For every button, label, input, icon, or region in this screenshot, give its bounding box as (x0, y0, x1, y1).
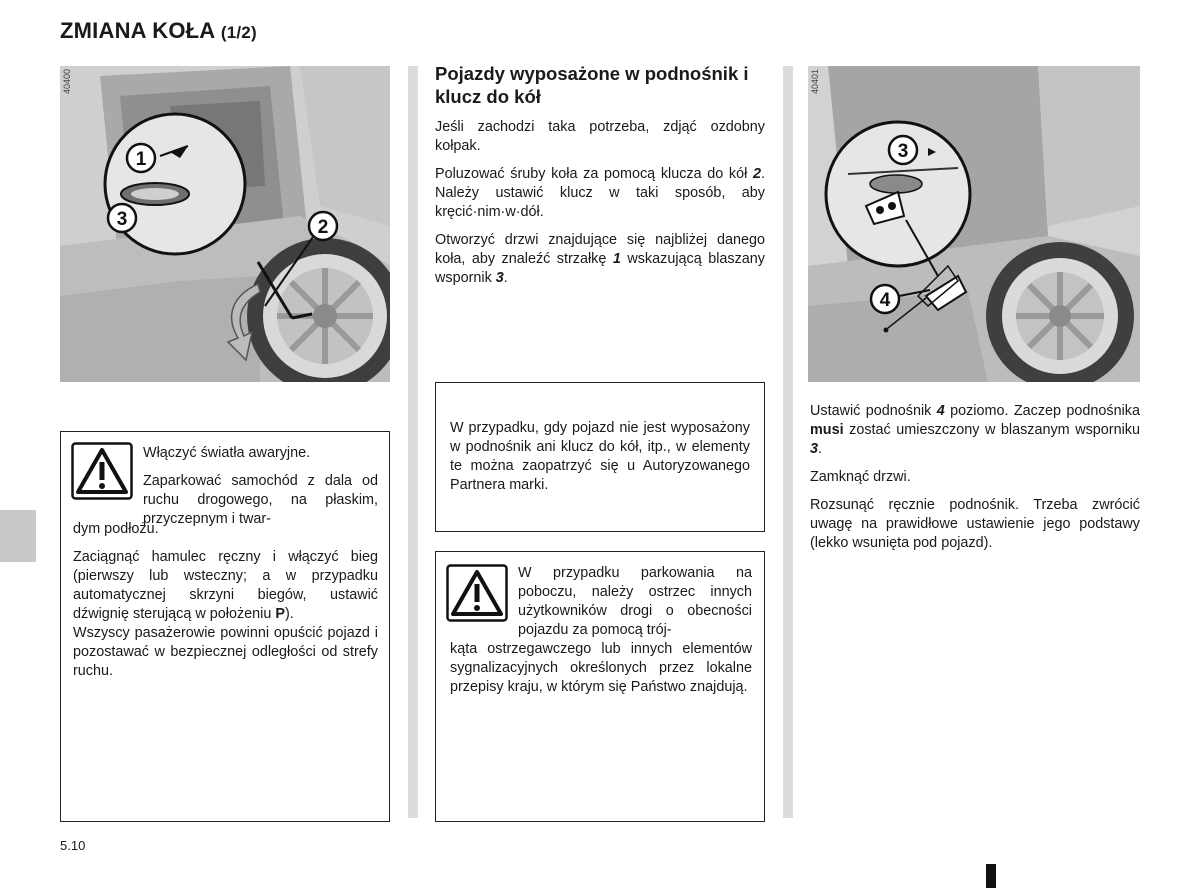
warning-triangle-icon (446, 564, 508, 622)
page-title-text: ZMIANA KOŁA (60, 18, 215, 43)
warning-box-parking (60, 431, 390, 822)
callout-1: 1 (135, 149, 147, 170)
page-number: 5.10 (60, 838, 86, 853)
note-box-no-jack (435, 382, 765, 532)
note-box-text: W przypadku, gdy pojazd nie jest wyposażony w podnośnik ani klucz do kół, itp., w elementy te można zaopatrzyć się u Autoryzowanego Partnera marki. (450, 420, 750, 493)
chapter-tab (0, 510, 36, 562)
warning-1-p1: Włączyć światła awaryjne. (143, 445, 311, 461)
page-title-part: (1/2) (220, 23, 257, 42)
warning-1-p4: Wszyscy pasażerowie powinni opuścić pojazd i pozostawać w bezpiecznej odległości od strefy ruchu. (73, 625, 378, 679)
callout-4: 4 (879, 290, 891, 311)
right-text (810, 402, 1140, 562)
illustration-jack (808, 66, 1140, 382)
right-p1: Ustawić podnośnik 4 poziomo. Zaczep podnośnika musi zostać umieszczony w blaszanym wsporniku 3. (810, 403, 1140, 457)
middle-text (435, 118, 765, 297)
right-p3: Rozsunąć ręcznie podnośnik. Trzeba zwrócić uwagę na prawidłowe ustawienie jego podstawy (lekko wsunięta pod pojazd). (810, 497, 1140, 551)
warning-2-tail: kąta ostrzegawczego lub innych elementów sygnalizacyjnych określonych przez lokalne przepisy kraju, w którym się Państwo znajdują. (450, 641, 752, 695)
page-edge-mark (986, 864, 996, 888)
illustration-left-svg (60, 66, 390, 382)
callout-3-right: 3 (897, 141, 909, 162)
warning-1-p2: Zaparkować samochód z dala od ruchu drogowego, na płaskim, przyczepnym i twar- (143, 473, 378, 527)
column-divider-1 (408, 66, 418, 818)
middle-p3: Otworzyć drzwi znajdujące się najbliżej danego koła, aby znaleźć strzałkę 1 wskazującą blaszany wspornik 3. (435, 232, 765, 286)
warning-1-p2-tail: dym podłożu. (73, 521, 159, 537)
warning-2-wrapped: W przypadku parkowania na poboczu, należy ostrzec innych użytkowników drogi o obecności pojazdu za pomocą trój- (518, 565, 752, 638)
column-divider-2 (783, 66, 793, 818)
illustration-door-wheel (60, 66, 390, 382)
illustration-code-right: 40401 (810, 68, 820, 94)
illustration-right-svg (808, 66, 1140, 382)
page-title (60, 18, 257, 44)
illustration-code-left: 40400 (62, 68, 72, 94)
callout-2: 2 (317, 217, 329, 238)
middle-p2: Poluzować śruby koła za pomocą klucza do kół 2. Należy ustawić klucz w taki sposób, aby kręcić·nim·w·dół. (435, 166, 765, 220)
right-p2: Zamknąć drzwi. (810, 469, 911, 485)
callout-3: 3 (116, 209, 128, 230)
middle-p1: Jeśli zachodzi taka potrzeba, zdjąć ozdobny kołpak. (435, 119, 765, 154)
warning-box-roadside (435, 551, 765, 822)
warning-1-p3: Zaciągnąć hamulec ręczny i włączyć bieg (pierwszy lub wsteczny; a w przypadku automatycznej skrzyni biegów, ustawić dźwignię sterującą w położeniu P). (73, 549, 378, 622)
section-heading: Pojazdy wyposażone w podnośnik i klucz do kół (435, 63, 749, 107)
warning-triangle-icon (71, 442, 133, 500)
